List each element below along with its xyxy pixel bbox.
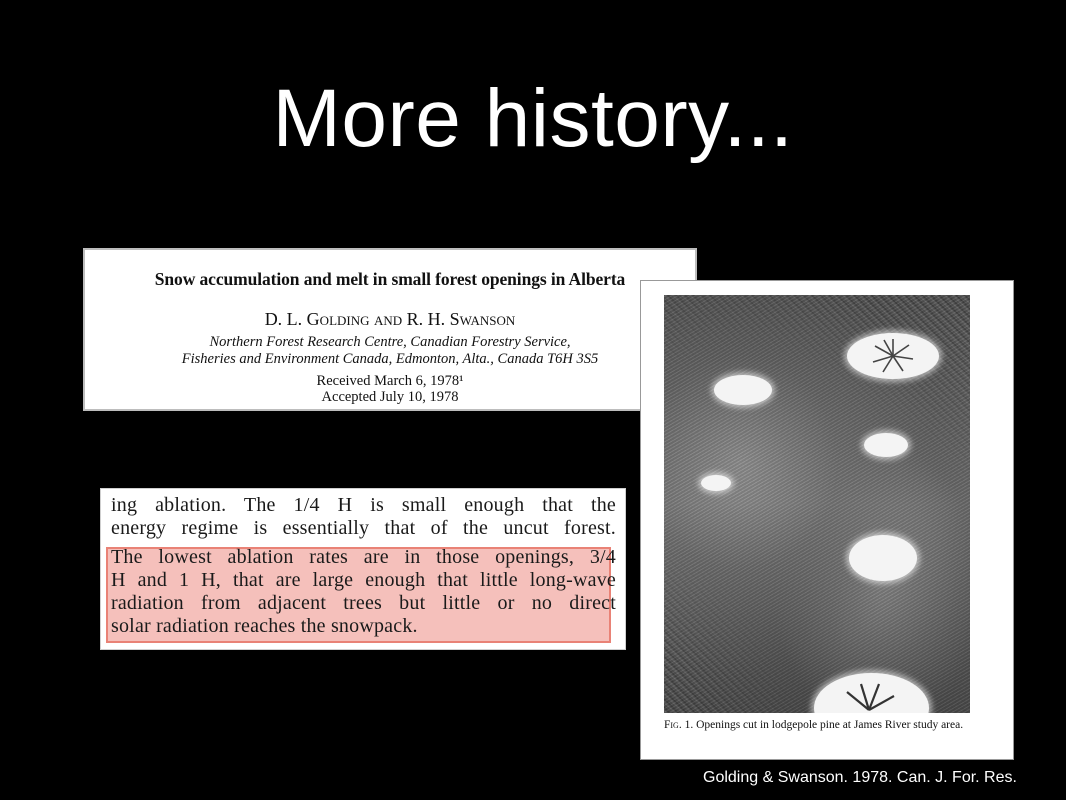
excerpt-line-highlighted: solar radiation reaches the snowpack.: [111, 615, 418, 637]
excerpt-line-highlighted: The lowest ablation rates are in those openings, 3/4: [111, 546, 616, 568]
excerpt-line: ing ablation. The 1/4 H is small enough that the: [111, 494, 616, 516]
forest-opening: [701, 475, 731, 491]
figure-caption-text: Openings cut in lodgepole pine at James River study area.: [693, 719, 964, 731]
star-opening-icon: [839, 680, 899, 713]
accepted-date: Accepted July 10, 1978: [321, 389, 459, 405]
paper-dates: [85, 373, 695, 405]
aerial-photo: [664, 295, 970, 713]
text-excerpt: [100, 488, 626, 650]
excerpt-line: energy regime is essentially that of the uncut forest.: [111, 517, 616, 539]
paper-header-excerpt: [83, 248, 697, 411]
excerpt-line-highlighted: radiation from adjacent trees but little or no direct: [111, 592, 616, 614]
forest-opening: [849, 535, 917, 581]
paper-authors: D. L. Golding and R. H. Swanson: [264, 309, 516, 329]
figure-label: Fig. 1.: [664, 719, 694, 731]
citation: Golding & Swanson. 1978. Can. J. For. Res.: [703, 769, 1017, 786]
figure-card: [640, 280, 1014, 760]
figure-caption: [664, 718, 994, 732]
slide-title: More history...: [272, 73, 794, 164]
forest-opening: [714, 375, 772, 405]
excerpt-line-highlighted: H and 1 H, that are large enough that little long-wave: [111, 569, 616, 591]
star-opening-icon: [869, 337, 917, 375]
received-date: Received March 6, 1978¹: [316, 373, 464, 389]
affiliation-line: Fisheries and Environment Canada, Edmonton, Alta., Canada T6H 3S5: [181, 351, 599, 367]
paper-affiliation: [85, 334, 695, 368]
forest-opening: [864, 433, 908, 457]
paper-title: Snow accumulation and melt in small forest openings in Alberta: [154, 269, 626, 289]
affiliation-line: Northern Forest Research Centre, Canadian Forestry Service,: [209, 334, 571, 350]
